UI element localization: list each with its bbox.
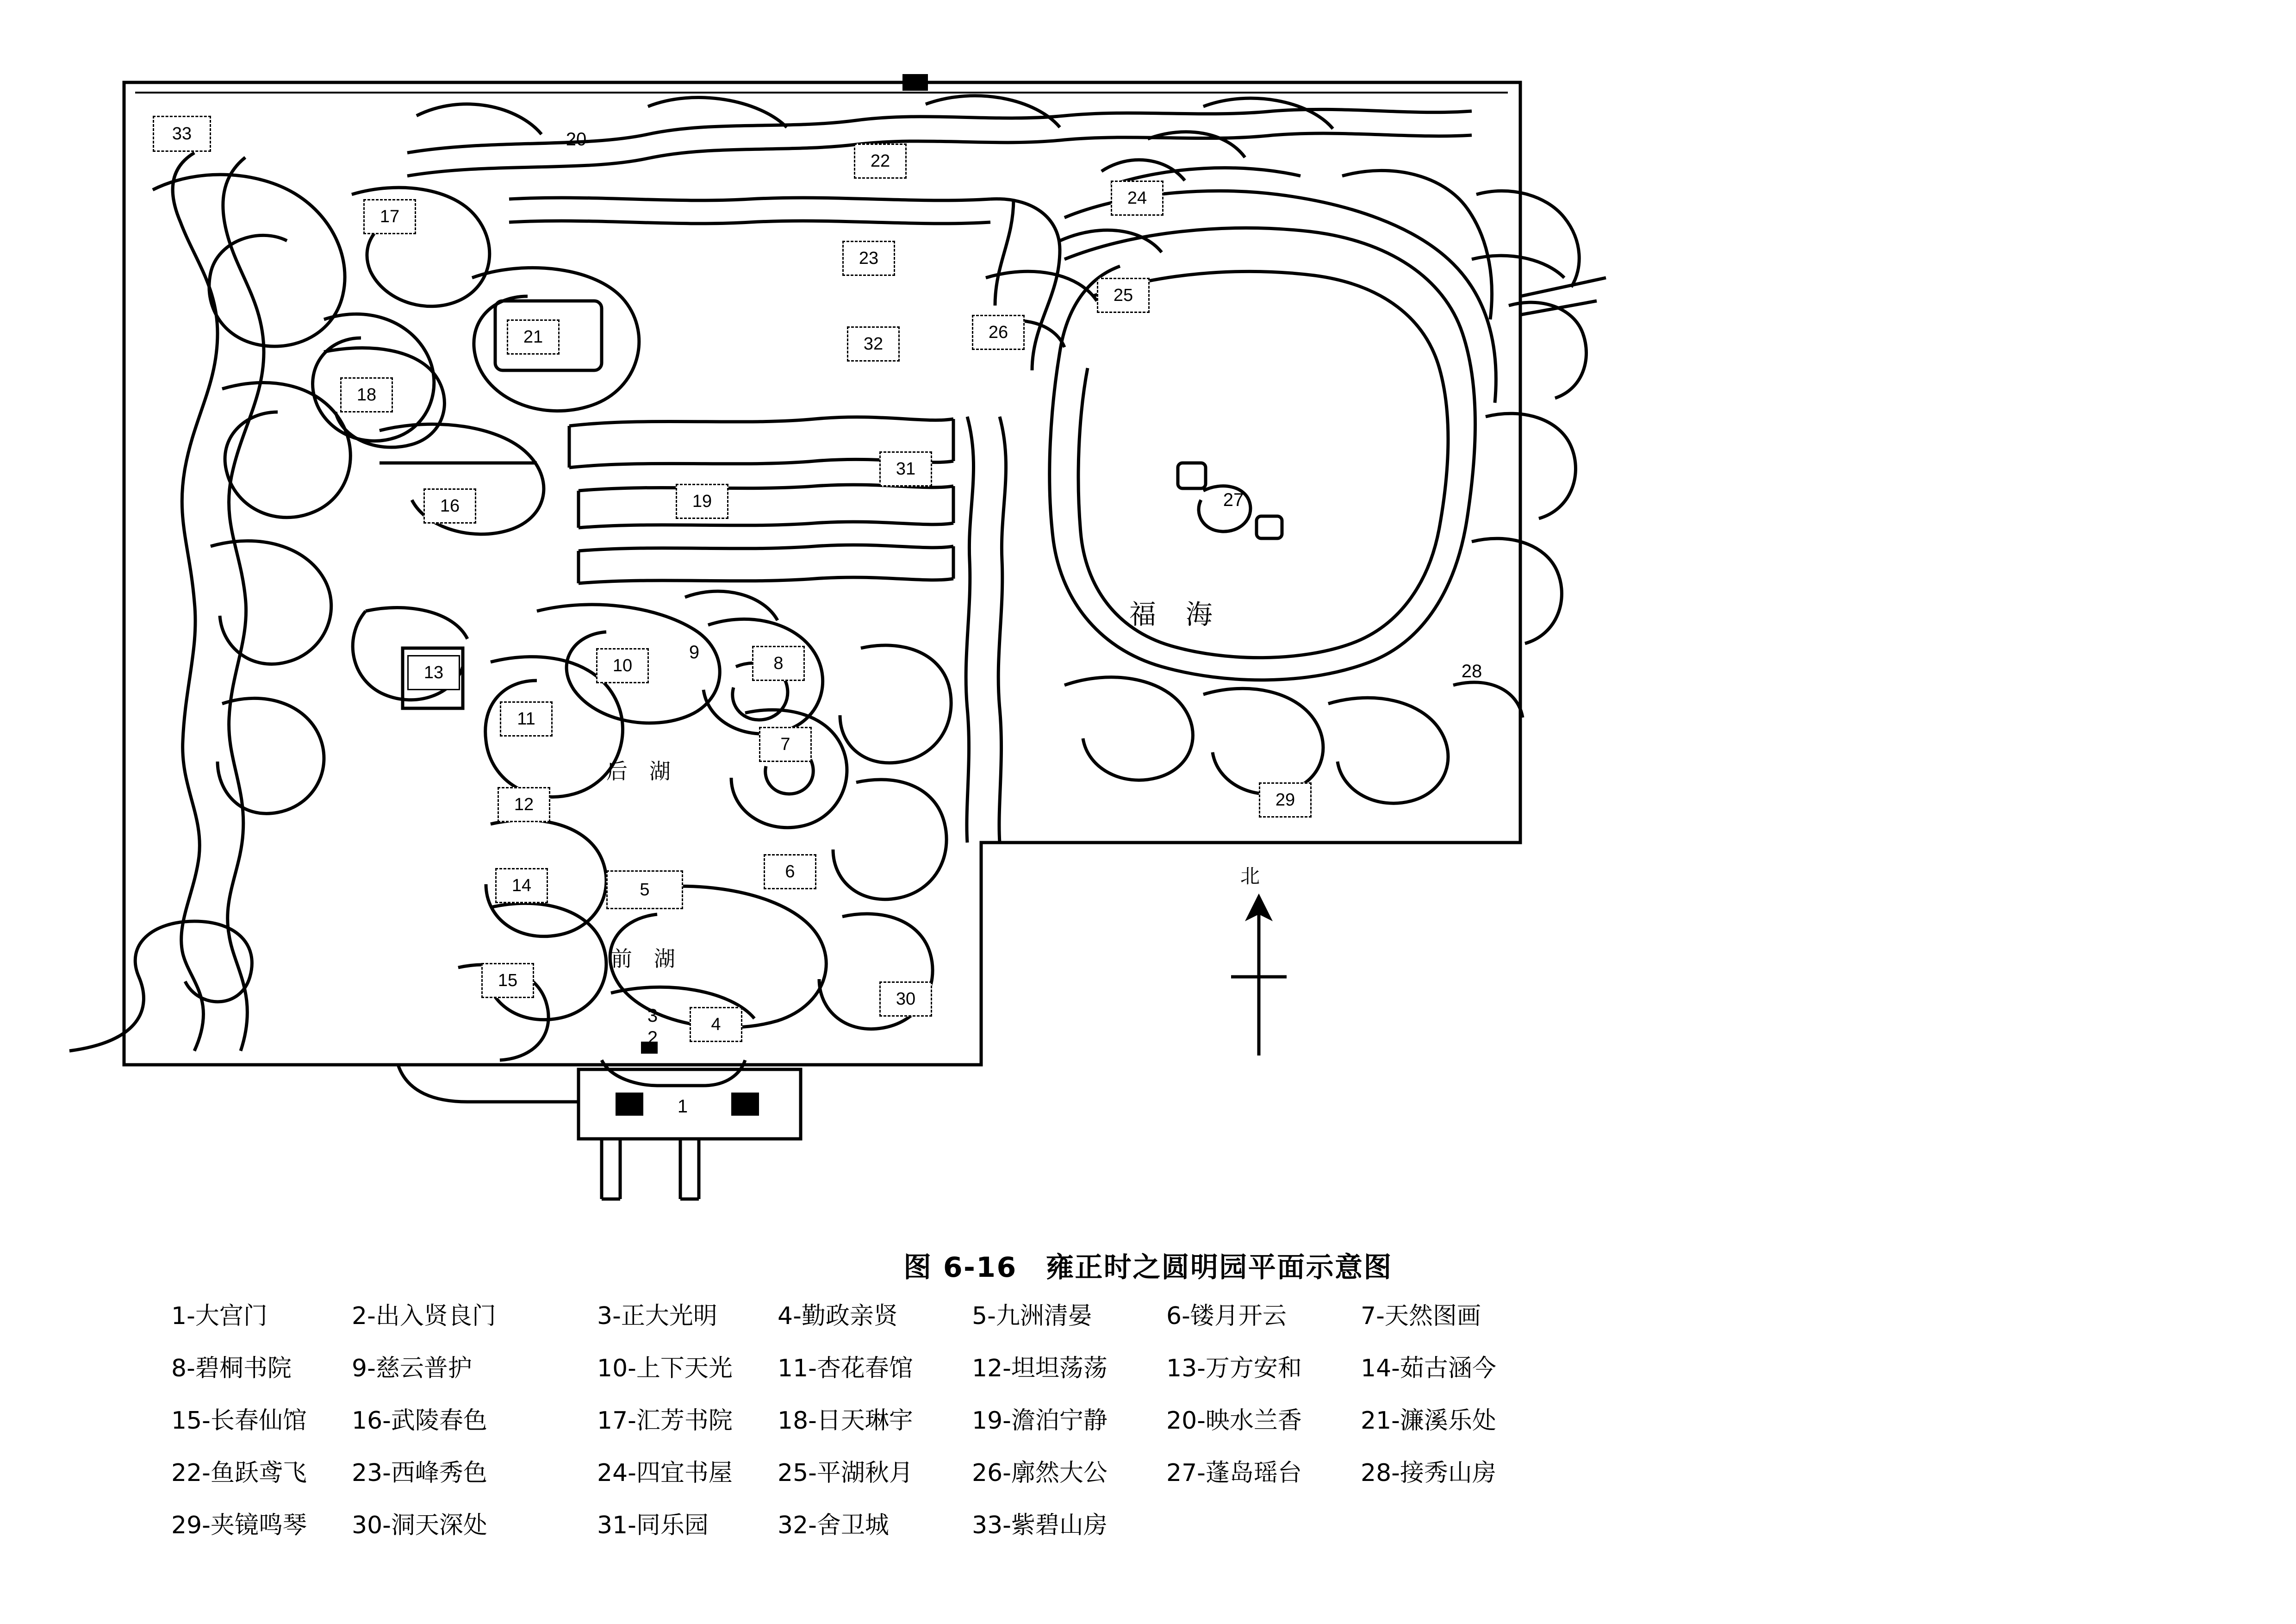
water-label-qianhu: 前 湖: [611, 946, 683, 971]
legend-list: [171, 1296, 1560, 1558]
marker-label: 2: [647, 1027, 658, 1048]
legend-item: 18-日天琳宇: [778, 1407, 913, 1435]
marker-label: 19: [692, 492, 712, 511]
marker-label: 5: [640, 880, 650, 899]
legend-item: 25-平湖秋月: [778, 1459, 913, 1487]
map-marker-3[interactable]: [636, 1005, 669, 1027]
legend-item: 13-万方安和: [1166, 1355, 1302, 1382]
legend-item: 10-上下天光: [597, 1355, 733, 1382]
marker-label: 30: [896, 989, 916, 1009]
legend-item: 12-坦坦荡荡: [972, 1355, 1108, 1382]
legend-item: 8-碧桐书院: [171, 1355, 292, 1382]
marker-label: 26: [988, 323, 1008, 342]
marker-label: 14: [511, 876, 532, 895]
map-marker-7[interactable]: [759, 727, 812, 762]
legend-item: 14-茹古涵今: [1361, 1355, 1496, 1382]
legend-item: 26-廓然大公: [972, 1459, 1108, 1487]
legend-item: 5-九洲清晏: [972, 1302, 1092, 1330]
marker-label: 11: [517, 709, 535, 729]
map-marker-29[interactable]: [1259, 782, 1312, 818]
legend-item: 31-同乐园: [597, 1512, 709, 1539]
map-marker-31[interactable]: [879, 451, 932, 487]
map-marker-1[interactable]: [662, 1093, 703, 1120]
map-marker-30[interactable]: [879, 981, 932, 1017]
marker-label: 3: [647, 1005, 658, 1026]
legend-item: 1-大宫门: [171, 1302, 268, 1330]
legend-item: 22-鱼跃鸢飞: [171, 1459, 307, 1487]
marker-label: 8: [773, 654, 784, 673]
legend-item: 19-澹泊宁静: [972, 1407, 1108, 1435]
map-marker-28[interactable]: [1449, 657, 1495, 685]
legend-item: 20-映水兰香: [1166, 1407, 1302, 1435]
legend-item: 17-汇芳书院: [597, 1407, 733, 1435]
legend-item: 6-镂月开云: [1166, 1302, 1287, 1330]
map-marker-4[interactable]: [690, 1007, 742, 1042]
legend-item: 29-夹镜鸣琴: [171, 1512, 307, 1539]
marker-label: 27: [1223, 489, 1244, 510]
map-marker-16[interactable]: [423, 488, 476, 524]
water-label-fuhai: 福海: [1129, 599, 1242, 630]
legend-item: 3-正大光明: [597, 1302, 717, 1330]
map-marker-20[interactable]: [555, 125, 597, 154]
legend-item: 9-慈云普护: [352, 1355, 472, 1382]
water-label-houhu: 后 湖: [606, 759, 678, 784]
marker-label: 32: [863, 334, 884, 354]
marker-label: 29: [1275, 790, 1295, 810]
legend-row: [171, 1401, 1560, 1436]
legend-row: [171, 1349, 1560, 1383]
marker-label: 1: [677, 1096, 688, 1117]
map-marker-33[interactable]: [153, 116, 211, 152]
map-marker-23[interactable]: [842, 241, 895, 276]
map-marker-13[interactable]: [407, 655, 460, 690]
legend-item: 16-武陵春色: [352, 1407, 487, 1435]
marker-label: 7: [780, 735, 790, 754]
marker-label: 31: [896, 459, 916, 479]
legend-row: [171, 1453, 1560, 1488]
map-marker-15[interactable]: [481, 963, 534, 998]
marker-label: 9: [689, 642, 700, 662]
marker-label: 18: [356, 385, 377, 405]
legend-item: 7-天然图画: [1361, 1302, 1481, 1330]
legend-item: 2-出入贤良门: [352, 1302, 496, 1330]
north-arrow: [1213, 861, 1305, 1074]
legend-item: 4-勤政亲贤: [778, 1302, 898, 1330]
map-marker-2[interactable]: [636, 1027, 669, 1049]
marker-label: 33: [172, 124, 192, 144]
legend-item: 21-濂溪乐处: [1361, 1407, 1496, 1435]
map-marker-32[interactable]: [847, 326, 900, 362]
map-marker-9[interactable]: [676, 639, 713, 666]
marker-label: 25: [1113, 286, 1133, 305]
map-marker-19[interactable]: [676, 484, 728, 519]
marker-label: 4: [711, 1015, 721, 1034]
map-marker-6[interactable]: [764, 854, 816, 889]
marker-label: 24: [1127, 188, 1147, 208]
marker-label: 6: [785, 862, 795, 881]
legend-item: 30-洞天深处: [352, 1512, 487, 1539]
north-arrow-icon: [1213, 861, 1305, 1074]
north-label: 北: [1240, 865, 1260, 887]
map-marker-5[interactable]: [606, 870, 683, 909]
map-marker-14[interactable]: [495, 868, 548, 903]
marker-label: 22: [870, 151, 890, 171]
legend-row: [171, 1296, 1560, 1331]
map-marker-26[interactable]: [972, 315, 1025, 350]
marker-label: 12: [514, 795, 534, 814]
map-marker-10[interactable]: [596, 648, 649, 683]
marker-label: 28: [1461, 661, 1482, 681]
marker-label: 13: [423, 663, 444, 682]
marker-label: 20: [566, 129, 587, 150]
marker-label: 17: [380, 207, 400, 226]
map-marker-24[interactable]: [1111, 181, 1164, 216]
map-marker-11[interactable]: [500, 701, 553, 737]
map-marker-8[interactable]: [752, 646, 805, 681]
figure-caption: 图 6-16 雍正时之圆明园平面示意图: [903, 1251, 1393, 1284]
legend-item: 11-杏花春馆: [778, 1355, 913, 1382]
map-marker-12[interactable]: [498, 787, 550, 822]
legend-item: 15-长春仙馆: [171, 1407, 307, 1435]
map-marker-22[interactable]: [854, 144, 907, 179]
legend-row: [171, 1505, 1560, 1540]
legend-item: 23-西峰秀色: [352, 1459, 487, 1487]
map-marker-27[interactable]: [1213, 486, 1254, 514]
marker-label: 10: [612, 656, 633, 675]
marker-label: 15: [498, 971, 518, 990]
map-marker-17[interactable]: [363, 199, 416, 234]
marker-label: 16: [440, 496, 460, 516]
legend-item: 32-舍卫城: [778, 1512, 889, 1539]
map-marker-25[interactable]: [1097, 278, 1150, 313]
legend-item: 28-接秀山房: [1361, 1459, 1496, 1487]
legend-item: 27-蓬岛瑶台: [1166, 1459, 1302, 1487]
legend-item: 24-四宜书屋: [597, 1459, 733, 1487]
map-marker-21[interactable]: [507, 319, 560, 355]
map-marker-18[interactable]: [340, 377, 393, 412]
marker-label: 23: [859, 249, 879, 268]
marker-label: 21: [523, 327, 543, 347]
legend-item: 33-紫碧山房: [972, 1512, 1108, 1539]
